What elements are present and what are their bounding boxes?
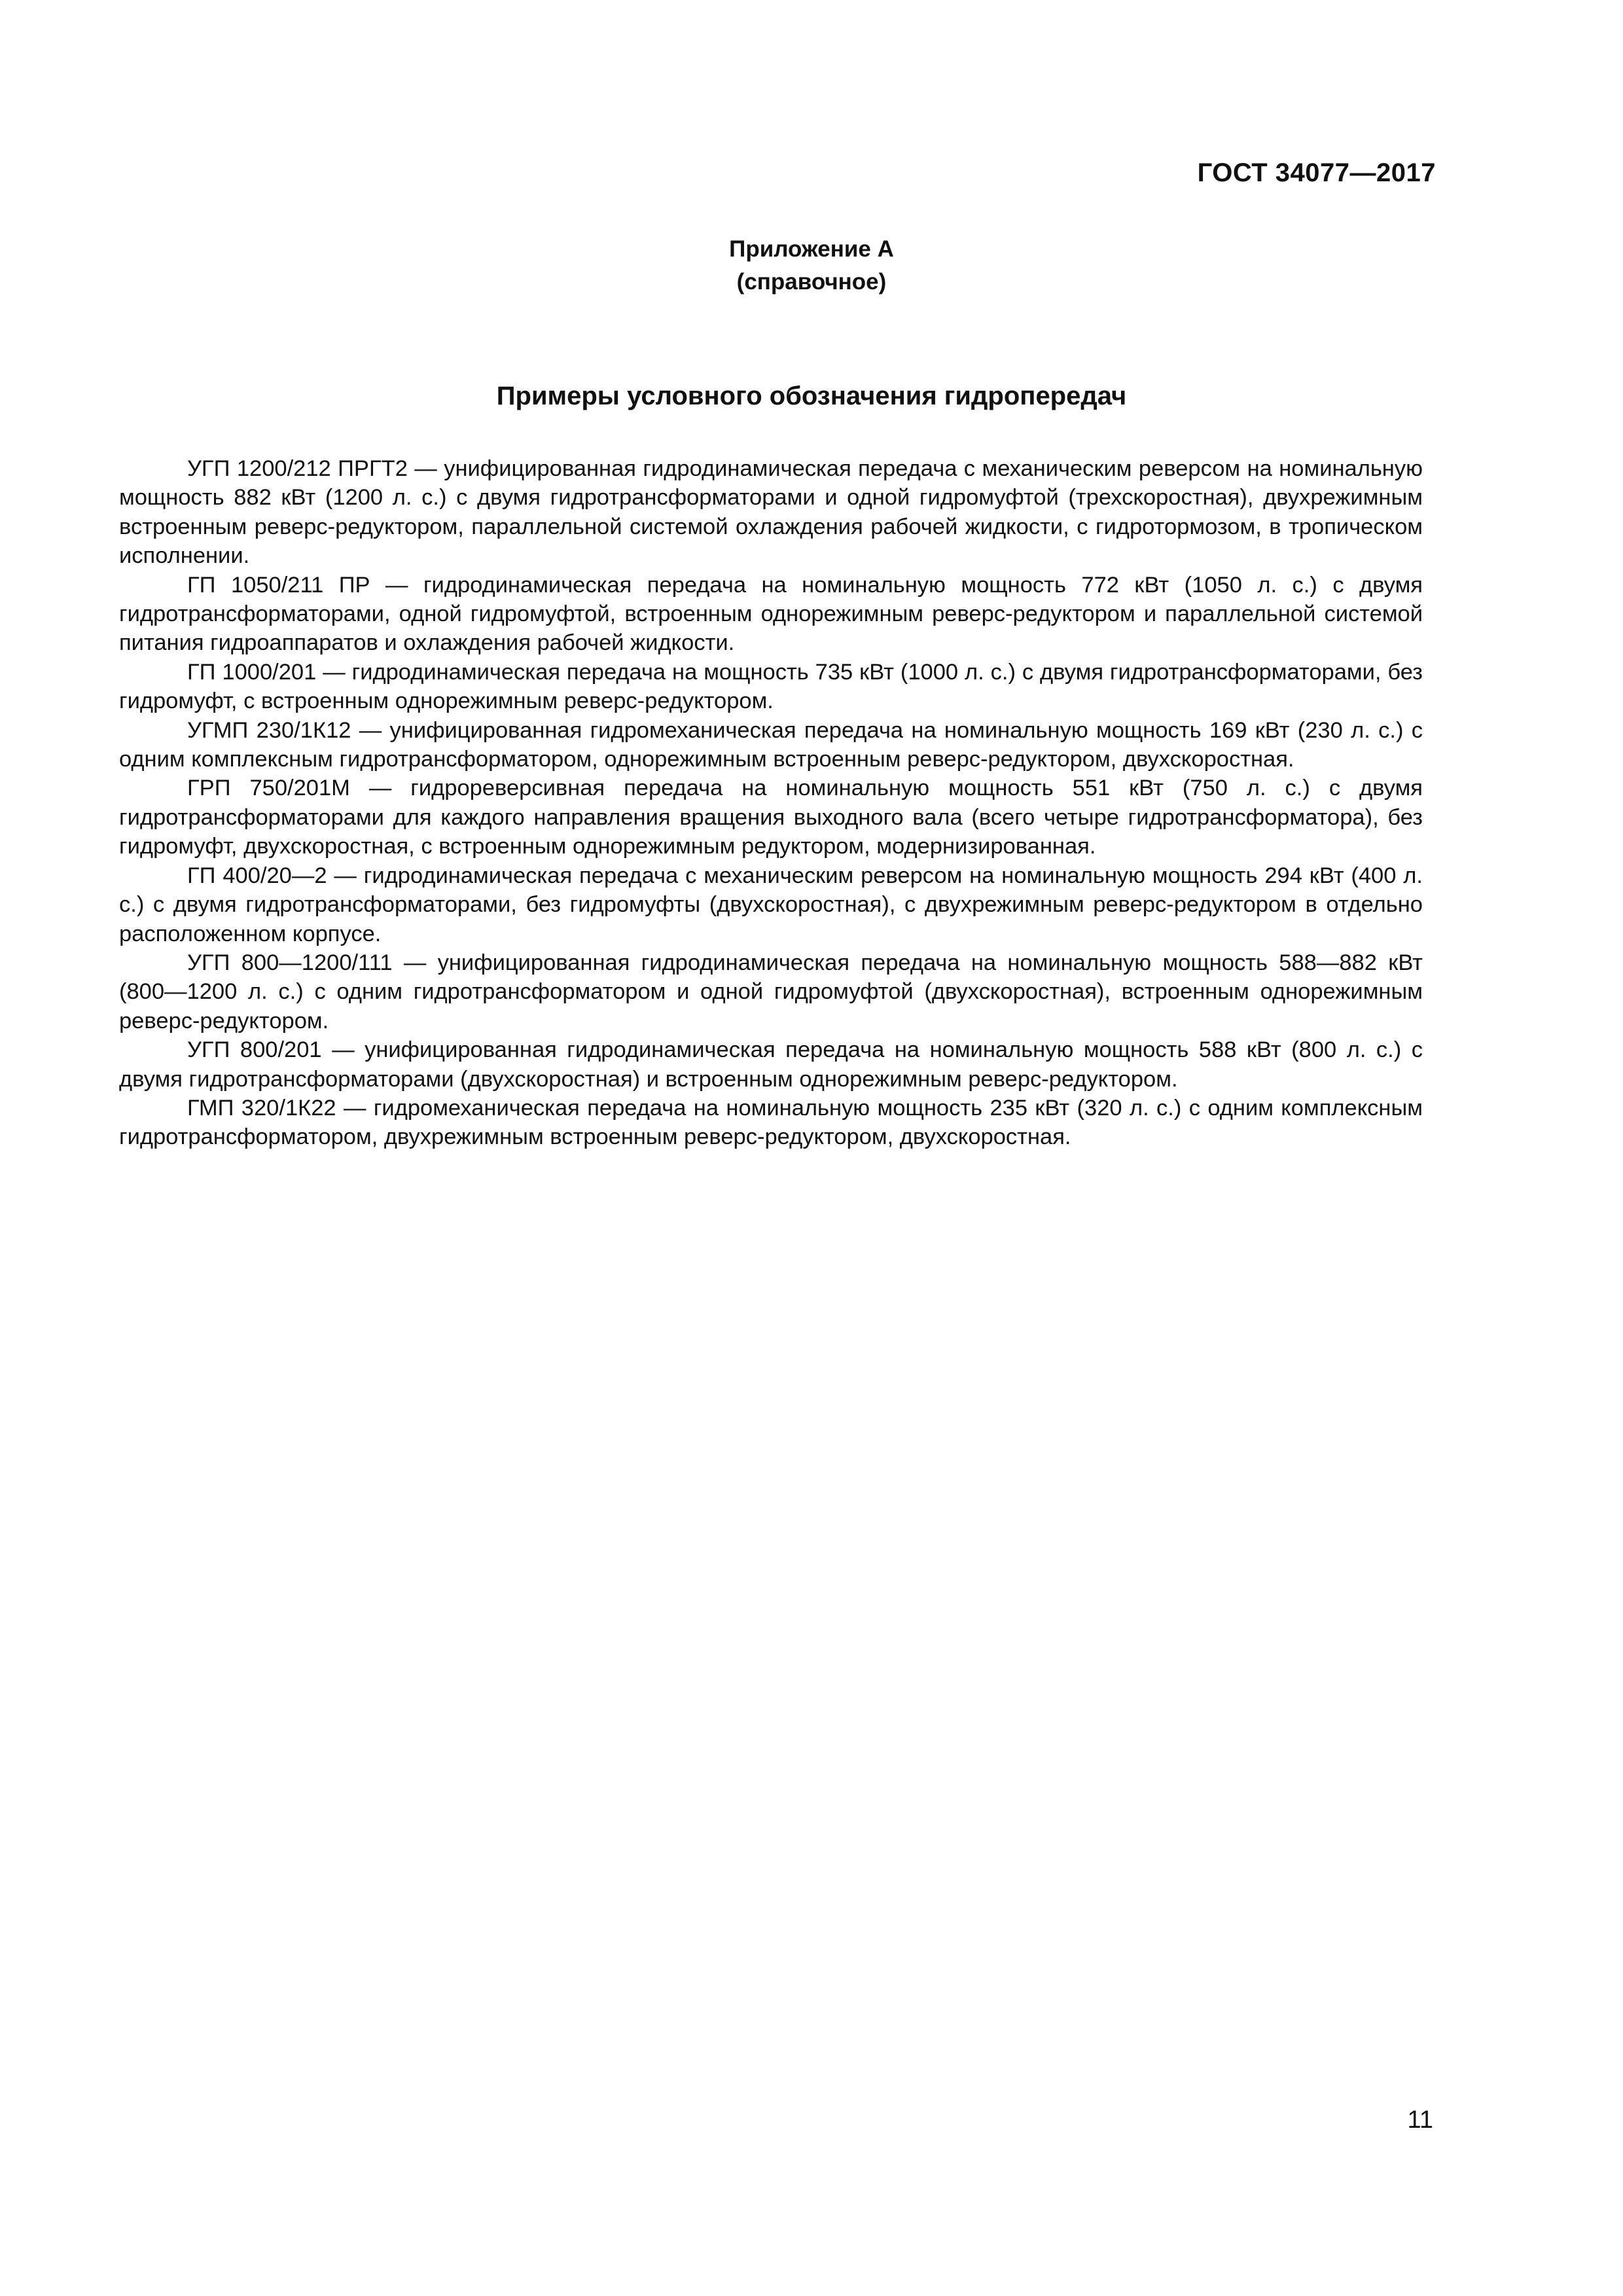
body-text [119,454,1423,1152]
appendix-subtitle: (справочное) [736,269,887,295]
appendix-title: Приложение А [729,236,894,262]
paragraph: УГП 800—1200/111 — унифицированная гидродинамическая передача на номинальную мощность 588—882 кВт (800—1200 л. с.) с одним гидротрансформатором и одной гидромуфтой (двухскоростная), встроенным однорежимным реверс-редуктором. [119,950,1423,1033]
paragraph: ГМП 320/1К22 — гидромеханическая передача на номинальную мощность 235 кВт (320 л. с.) с одним комплексным гидротрансформатором, двухрежимным встроенным реверс-редуктором, двухскоростная. [119,1095,1423,1150]
paragraph: ГП 400/20—2 — гидродинамическая передача с механическим реверсом на номинальную мощность 294 кВт (400 л. с.) с двумя гидротрансформаторами, без гидромуфты (двухскоростная), с двухрежимным реверс-редуктором в отдельно расположенном корпусе. [119,863,1423,946]
appendix-heading [0,233,1623,298]
paragraph: УГМП 230/1К12 — унифицированная гидромеханическая передача на номинальную мощность 169 кВт (230 л. с.) с одним комплексным гидротрансформатором, однорежимным встроенным реверс-редуктором, двухскоростная. [119,717,1423,772]
paragraph: ГРП 750/201М — гидрореверсивная передача на номинальную мощность 551 кВт (750 л. с.) с двумя гидротрансформаторами для каждого направления вращения выходного вала (всего четыре гидротрансформатора), без гидромуфт, двухскоростная, с встроенным однорежимным редуктором, модернизированная. [119,776,1423,859]
paragraph: ГП 1050/211 ПР — гидродинамическая передача на номинальную мощность 772 кВт (1050 л. с.) с двумя гидротрансформаторами, одной гидромуфтой, встроенным однорежимным реверс-редуктором и параллельной системой питания гидроаппаратов и охлаждения рабочей жидкости. [119,572,1423,656]
paragraph: ГП 1000/201 — гидродинамическая передача на мощность 735 кВт (1000 л. с.) с двумя гидротрансформаторами, без гидромуфт, с встроенным однорежимным реверс-редуктором. [119,659,1423,714]
paragraph: УГП 800/201 — унифицированная гидродинамическая передача на номинальную мощность 588 кВт (800 л. с.) с двумя гидротрансформаторами (двухскоростная) и встроенным однорежимным реверс-редуктором. [119,1037,1423,1092]
section-title: Примеры условного обозначения гидропередач [496,382,1127,410]
page-number: 11 [1407,2106,1433,2134]
document-code-header: ГОСТ 34077—2017 [1197,158,1436,187]
paragraph: УГП 1200/212 ПРГТ2 — унифицированная гидродинамическая передача с механическим реверсом на номинальную мощность 882 кВт (1200 л. с.) с двумя гидротрансформаторами и одной гидромуфтой (трехскоростная), двухрежимным встроенным реверс-редуктором, параллельной системой охлаждения рабочей жидкости, с гидротормозом, в тропическом исполнении. [119,456,1423,569]
